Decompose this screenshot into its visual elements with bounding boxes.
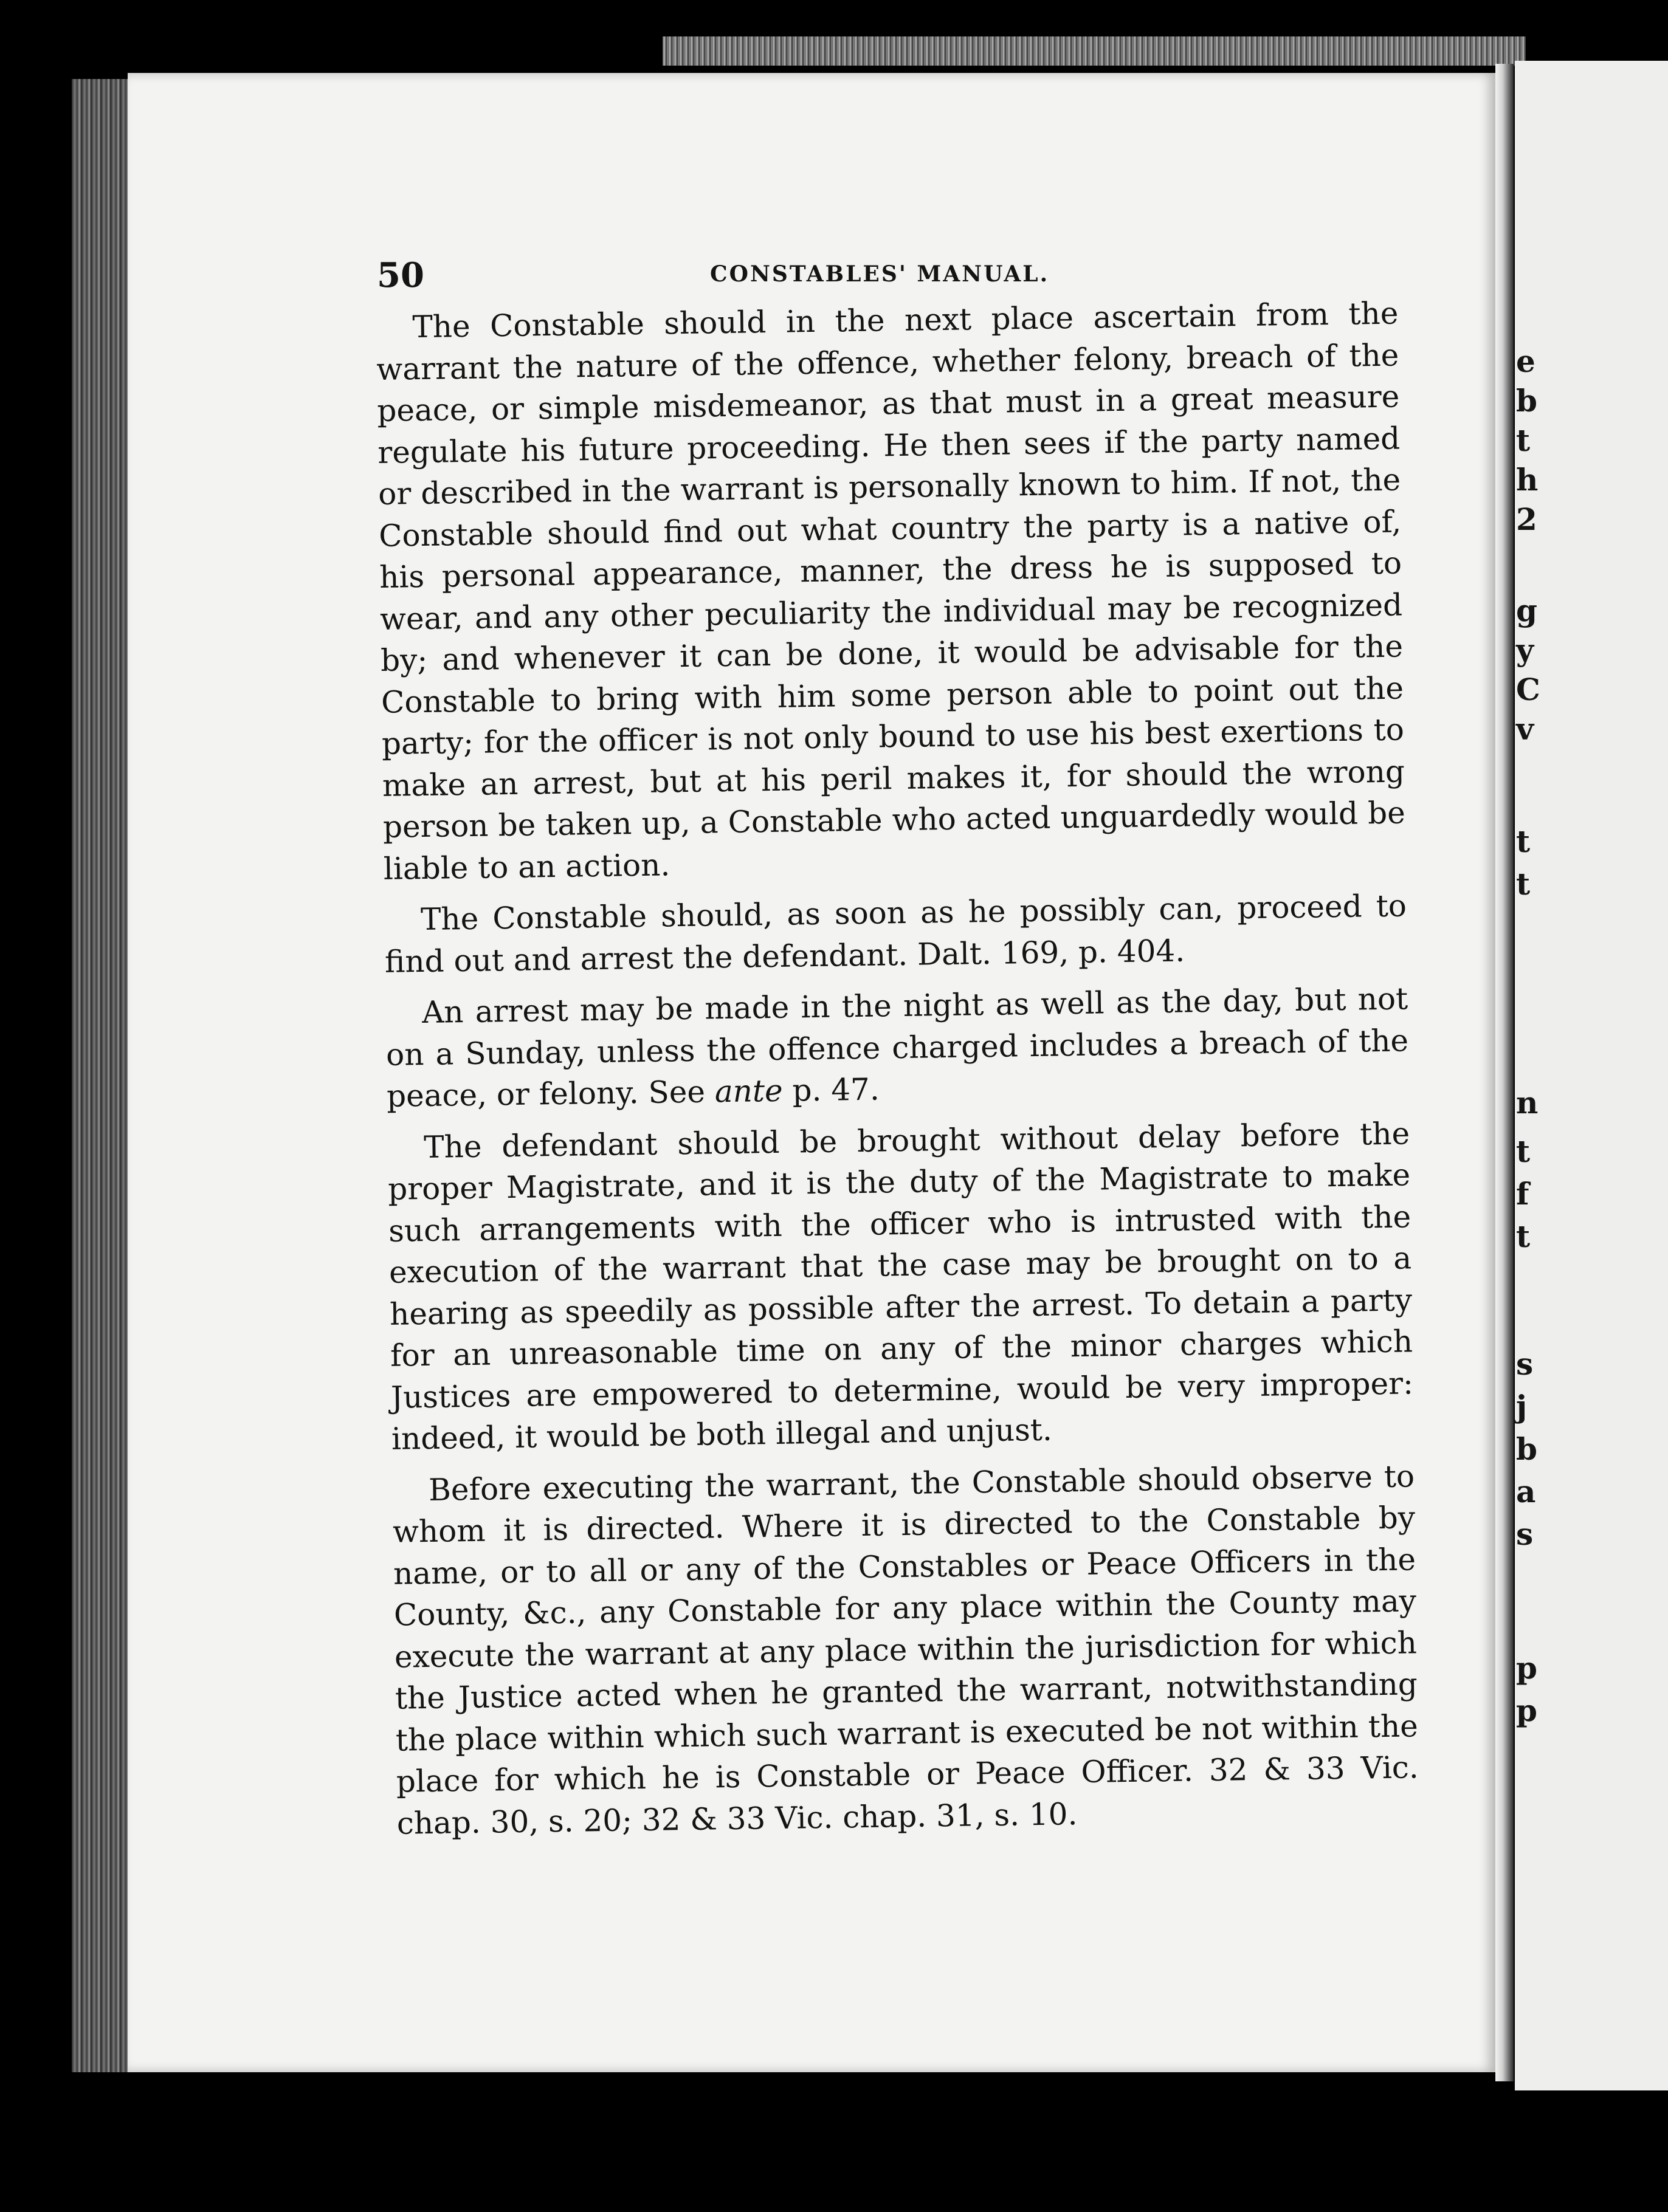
facing-page-letter: n	[1516, 1085, 1539, 1121]
running-head: CONSTABLES' MANUAL.	[710, 261, 1050, 287]
facing-page-letter: t	[1516, 823, 1531, 859]
facing-page-letter: a	[1516, 1474, 1536, 1510]
page-number: 50	[377, 255, 424, 295]
paragraph	[385, 978, 1410, 1117]
facing-page-letter: b	[1516, 383, 1537, 419]
facing-page-letter: h	[1516, 462, 1539, 498]
facing-page-letter: g	[1516, 592, 1537, 628]
facing-page-fragment	[1515, 61, 1668, 2090]
facing-page-letter: p	[1516, 1650, 1537, 1686]
facing-page-letter: t	[1516, 422, 1531, 458]
facing-page-letter: p	[1516, 1692, 1537, 1728]
paragraph: The Constable should in the next place ascertain from the warrant the nature of the offence, whether felony, breach of the peace, or simple misdemeanor, as that must in a great measure regulate his future proceeding. He then sees if the party named or described in the warrant is personally known to him. If not, the Constable should find out what country the party is a native of, his personal appearance, manner, the dress he is supposed to wear, and any other peculiarity the individual may be recognized by; and whenever it can be done, it would be advisable for the Constable to bring with him some person able to point out the party; for the officer is not only bound to use his best exertions to make an arrest, but at his peril makes it, for should the wrong person be taken up, a Constable who acted unguardedly would be liable to an action.	[376, 295, 1406, 887]
facing-page-letter: 2	[1516, 501, 1537, 537]
paragraph-text: p. 47.	[782, 1071, 880, 1108]
facing-page-letter: t	[1516, 1218, 1531, 1254]
facing-page-letter: f	[1516, 1176, 1529, 1212]
facing-page-letter: C	[1516, 672, 1540, 707]
facing-page-letter: s	[1516, 1516, 1534, 1552]
facing-page-letter: t	[1516, 866, 1531, 902]
facing-page-letter: t	[1516, 1133, 1531, 1169]
facing-page-letter: v	[1516, 711, 1534, 747]
paragraph: Before executing the warrant, the Constable should observe to whom it is directed. Where it is directed to the Constable by name, or to all or any of the Constables or Peace Officers in the County, &c., any Constable for any place within the County may execute the warrant at any place within the jurisdiction for which the Justice acted when he granted the warrant, notwithstanding the place within which such warrant is executed be not within the place for which he is Constable or Peace Officer. 32 & 33 Vic. chap. 30, s. 20; 32 & 33 Vic. chap. 31, s. 10.	[392, 1458, 1419, 1841]
facing-page-letter: y	[1516, 632, 1534, 668]
paragraph-text: An arrest may be made in the night as well as the day, but not on a Sunday, unless the offence charged includes a breach of the peace, or felony. See	[385, 981, 1409, 1114]
paragraph: The defendant should be brought without delay before the proper Magistrate, and it is the duty of the Magistrate to make such arrangements with the officer who is intrusted with the execution of the warrant that the case may be brought on to a hearing as speedily as possible after the arrest. To detain a party for an unreasonable time on any of the minor charges which Justices are empowered to determine, would be very improper: indeed, it would be both illegal and unjust.	[387, 1115, 1414, 1457]
paragraph: The Constable should, as soon as he possibly can, proceed to find out and arrest the defendant. Dalt. 169, p. 404.	[384, 888, 1407, 980]
italic-ante: ante	[714, 1073, 783, 1110]
facing-page-letter: b	[1516, 1431, 1537, 1467]
facing-page-letter: s	[1516, 1346, 1534, 1382]
facing-page-letter: e	[1516, 343, 1535, 379]
body-text	[376, 293, 1419, 1854]
facing-page-letter: j	[1516, 1389, 1528, 1424]
binding-strip	[663, 36, 1526, 66]
page-gutter-shadow	[1495, 64, 1514, 2081]
